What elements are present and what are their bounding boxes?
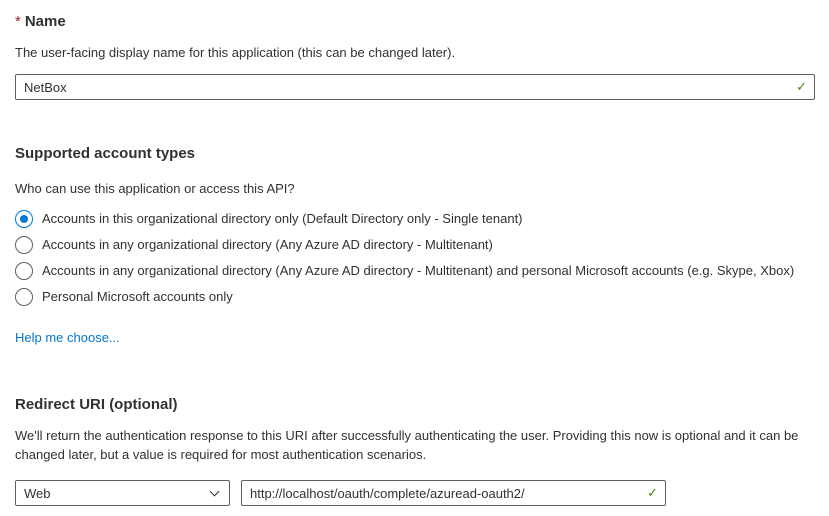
valid-check-icon: ✓ [796, 79, 807, 95]
account-types-question: Who can use this application or access this API? [15, 181, 295, 196]
name-label-text: Name [24, 13, 66, 30]
redirect-uri-input[interactable] [241, 480, 666, 506]
radio-icon[interactable] [15, 288, 33, 306]
radio-label: Personal Microsoft accounts only [42, 289, 233, 304]
name-description: The user-facing display name for this application (this can be changed later). [15, 45, 456, 60]
valid-check-icon: ✓ [647, 485, 658, 501]
chevron-down-icon [210, 486, 220, 496]
account-type-option-multitenant[interactable] [15, 236, 815, 254]
name-input[interactable] [15, 74, 815, 100]
redirect-uri-section [15, 395, 815, 506]
account-type-option-single-tenant[interactable] [15, 210, 815, 228]
required-marker: * [15, 13, 21, 30]
account-types-title: Supported account types [15, 145, 196, 162]
uri-field-wrapper [241, 480, 666, 506]
platform-select[interactable] [15, 480, 230, 506]
radio-label: Accounts in any organizational directory (Any Azure AD directory - Multitenant) and personal Microsoft accounts (e.g. Skype, Xbox) [42, 263, 795, 278]
account-type-option-multitenant-personal[interactable] [15, 262, 815, 280]
redirect-uri-title: Redirect URI (optional) [15, 396, 178, 413]
redirect-uri-description: We'll return the authentication response to this URI after successfully authenticating the user. Providing this now is optional and it can be changed later, but a value is required for most authentication scenarios. [15, 428, 799, 462]
radio-icon[interactable] [15, 262, 33, 280]
help-me-choose-link[interactable]: Help me choose... [15, 330, 120, 345]
account-type-option-personal-only[interactable] [15, 288, 815, 306]
name-section [15, 12, 815, 100]
account-types-section [15, 144, 815, 347]
radio-icon[interactable] [15, 236, 33, 254]
name-label [15, 12, 815, 32]
account-types-radio-group [15, 210, 815, 306]
redirect-uri-row [15, 480, 815, 506]
name-field-wrapper [15, 74, 815, 100]
radio-label: Accounts in this organizational directory only (Default Directory only - Single tenant) [42, 211, 523, 226]
radio-label: Accounts in any organizational directory (Any Azure AD directory - Multitenant) [42, 237, 493, 252]
radio-icon[interactable] [15, 210, 33, 228]
platform-select-value: Web [24, 485, 51, 501]
